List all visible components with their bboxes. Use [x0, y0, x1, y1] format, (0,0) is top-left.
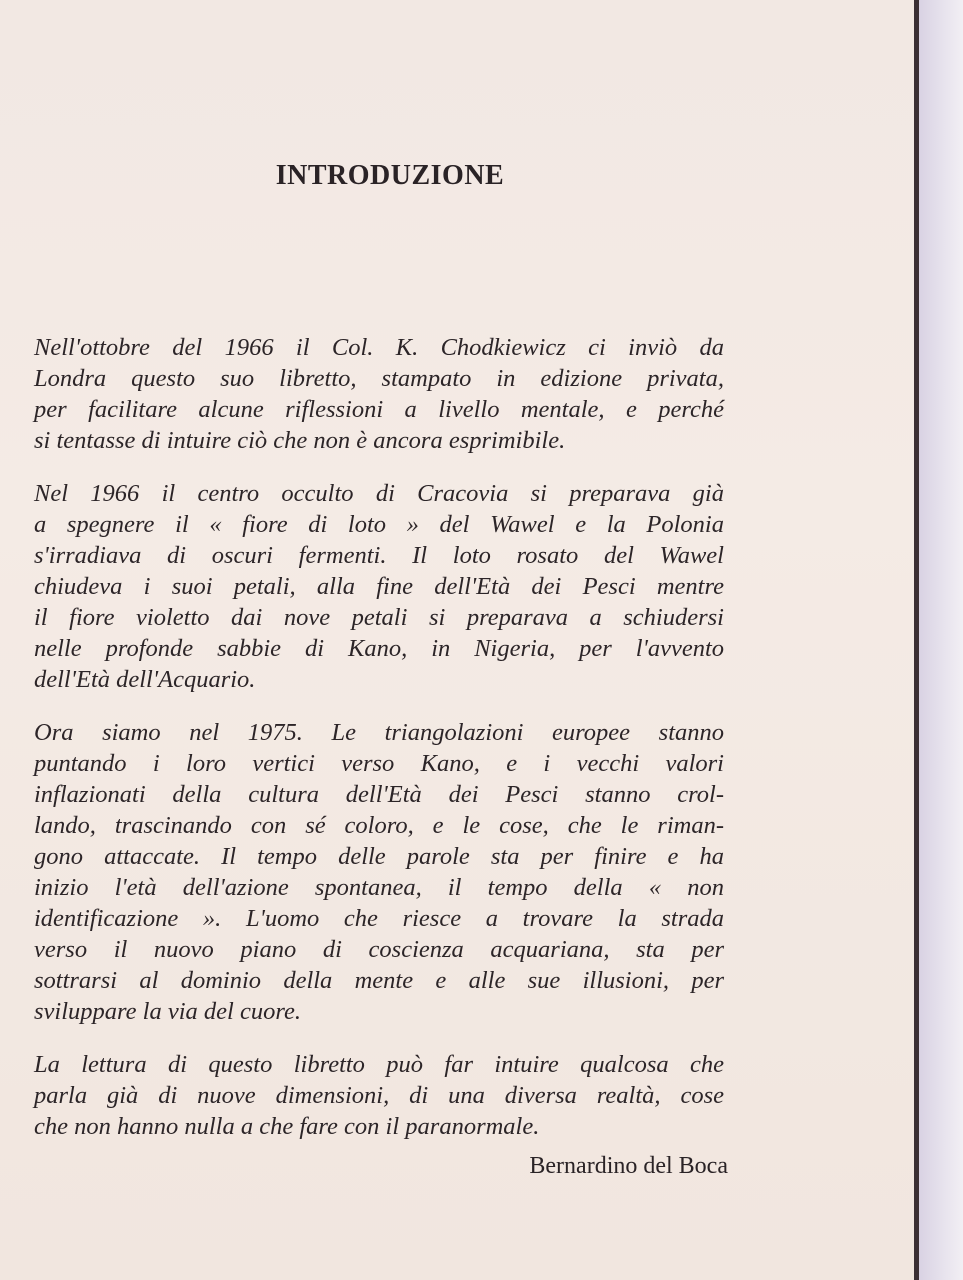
text-line: s'irradiava di oscuri fermenti. Il loto rosato del Wawel [34, 542, 724, 569]
text-line: sottrarsi al dominio della mente e alle sue illusioni, per [34, 967, 724, 994]
text-line: Nell'ottobre del 1966 il Col. K. Chodkiewicz ci inviò da [34, 334, 724, 361]
introduction-text [34, 332, 724, 1164]
text-line: lando, trascinando con sé coloro, e le cose, che le riman- [34, 812, 724, 839]
text-line: identificazione ». L'uomo che riesce a trovare la strada [34, 905, 724, 932]
text-line: parla già di nuove dimensioni, di una diversa realtà, cose [34, 1082, 724, 1109]
text-line: sviluppare la via del cuore. [34, 998, 301, 1025]
text-line: per facilitare alcune riflessioni a livello mentale, e perché [34, 396, 724, 423]
paragraph-1 [34, 332, 724, 456]
text-line: Ora siamo nel 1975. Le triangolazioni europee stanno [34, 719, 724, 746]
text-line: che non hanno nulla a che fare con il paranormale. [34, 1113, 540, 1140]
text-line: Nel 1966 il centro occulto di Cracovia si preparava già [34, 480, 724, 507]
text-line: Londra questo suo libretto, stampato in edizione privata, [34, 365, 724, 392]
text-line: La lettura di questo libretto può far intuire qualcosa che [34, 1051, 724, 1078]
text-line: chiudeva i suoi petali, alla fine dell'Età dei Pesci mentre [34, 573, 724, 600]
text-line: verso il nuovo piano di coscienza acquariana, sta per [34, 936, 724, 963]
paragraph-3 [34, 717, 724, 1027]
text-line: a spegnere il « fiore di loto » del Wawel e la Polonia [34, 511, 724, 538]
background-surface [919, 0, 963, 1280]
text-line: si tentasse di intuire ciò che non è ancora esprimibile. [34, 427, 566, 454]
paragraph-2 [34, 478, 724, 695]
text-line: gono attaccate. Il tempo delle parole sta per finire e ha [34, 843, 724, 870]
page-title: INTRODUZIONE [275, 160, 505, 191]
author-signature: Bernardino del Boca [529, 1153, 728, 1179]
text-line: dell'Età dell'Acquario. [34, 666, 256, 693]
text-line: puntando i loro vertici verso Kano, e i vecchi valori [34, 750, 724, 777]
text-line: inizio l'età dell'azione spontanea, il tempo della « non [34, 874, 724, 901]
text-line: inflazionati della cultura dell'Età dei Pesci stanno crol- [34, 781, 724, 808]
text-line: il fiore violetto dai nove petali si preparava a schiudersi [34, 604, 724, 631]
text-line: nelle profonde sabbie di Kano, in Nigeria, per l'avvento [34, 635, 724, 662]
paragraph-4 [34, 1049, 724, 1142]
